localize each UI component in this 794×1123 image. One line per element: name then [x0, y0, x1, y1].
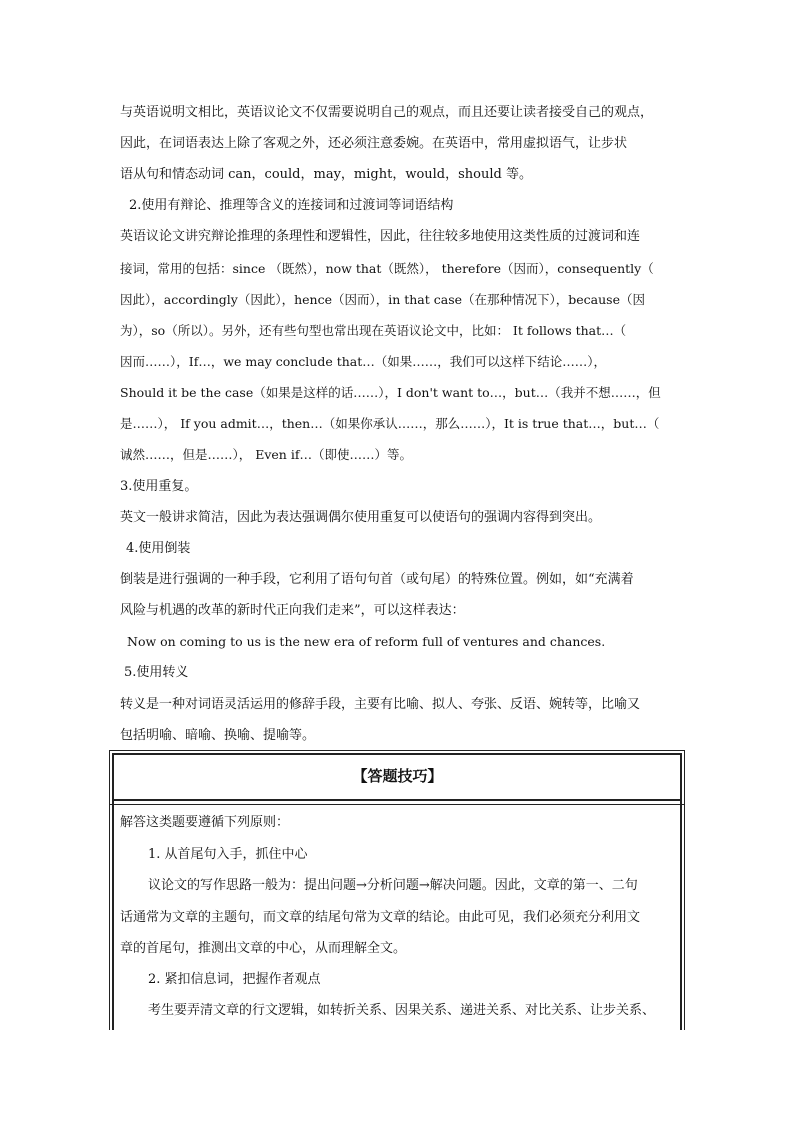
paragraph-line: 英语议论文讲究辩论推理的条理性和逻辑性，因此，往往较多地使用这类性质的过渡词和连	[120, 229, 641, 244]
paragraph-line: 因此），accordingly（因此），hence（因而），in that case（在那种情况下），because（因	[120, 292, 645, 307]
box-line: 考生要弄清文章的行文逻辑，如转折关系、因果关系、递进关系、对比关系、让步关系、	[148, 1003, 656, 1018]
box-border-top	[109, 750, 684, 751]
paragraph-line: 是……）， If you admit…，then…（如果你承认……，那么……），It is true that…，but…（	[120, 416, 660, 431]
paragraph-line: 语从句和情态动词 can，could，may，might，would，should 等。	[120, 167, 532, 182]
section-heading-4: 4.使用倒装	[126, 541, 191, 556]
paragraph-line: 转义是一种对词语灵活运用的修辞手段，主要有比喻、拟人、夸张、反语、婉转等，比喻又	[120, 697, 641, 712]
paragraph-line: Should it be the case（如果是这样的话……），I don't want to…，but…（我并不想……，但	[120, 385, 661, 400]
section-heading-2: 2.使用有辩论、推理等含义的连接词和过渡词等词语结构	[129, 198, 454, 213]
box-line: 章的首尾句，推测出文章的中心，从而理解全文。	[120, 941, 407, 956]
section-heading-3: 3.使用重复。	[120, 479, 198, 494]
paragraph-line: 包括明喻、暗喻、换喻、提喻等。	[120, 728, 316, 743]
example-sentence: Now on coming to us is the new era of reform full of ventures and chances.	[127, 634, 606, 649]
box-title-divider	[112, 799, 681, 801]
paragraph-line: 诚然……，但是……）， Even if…（即使……）等。	[120, 447, 412, 462]
box-line: 1. 从首尾句入手，抓住中心	[148, 847, 308, 862]
box-border-left	[109, 750, 110, 1030]
box-line: 议论文的写作思路一般为：提出问题→分析问题→解决问题。因此，文章的第一、二句	[148, 878, 638, 893]
paragraph-line: 因而……），If…，we may conclude that…（如果……，我们可以这样下结论……），	[120, 354, 607, 369]
box-line: 2. 紧扣信息词，把握作者观点	[148, 972, 321, 987]
box-title: 【答题技巧】	[352, 767, 443, 785]
paragraph-line: 倒装是进行强调的一种手段，它利用了语句句首（或句尾）的特殊位置。例如，如“充满着	[120, 572, 634, 587]
paragraph-line: 为），so（所以）。另外，还有些句型也常出现在英语议论文中，比如： It follows that…（	[120, 323, 627, 338]
paragraph-line: 与英语说明文相比，英语议论文不仅需要说明自己的观点，而且还要让读者接受自己的观点，	[120, 105, 654, 120]
box-line: 话通常为文章的主题句，而文章的结尾句常为文章的结论。由此可见，我们必须充分利用文	[120, 910, 641, 925]
section-heading-5: 5.使用转义	[124, 665, 189, 680]
paragraph-line: 英文一般讲求简洁，因此为表达强调偶尔使用重复可以使语句的强调内容得到突出。	[120, 510, 602, 525]
paragraph-line: 接词，常用的包括：since （既然），now that（既然）， therefore（因而），consequently（	[120, 261, 654, 276]
box-line: 解答这类题要遵循下列原则：	[120, 815, 290, 830]
paragraph-line: 风险与机遇的改革的新时代正向我们走来”，可以这样表达：	[120, 603, 465, 618]
paragraph-line: 因此，在词语表达上除了客观之外，还必须注意委婉。在英语中，常用虚拟语气，让步状	[120, 136, 628, 151]
box-title-divider-2	[109, 804, 684, 805]
